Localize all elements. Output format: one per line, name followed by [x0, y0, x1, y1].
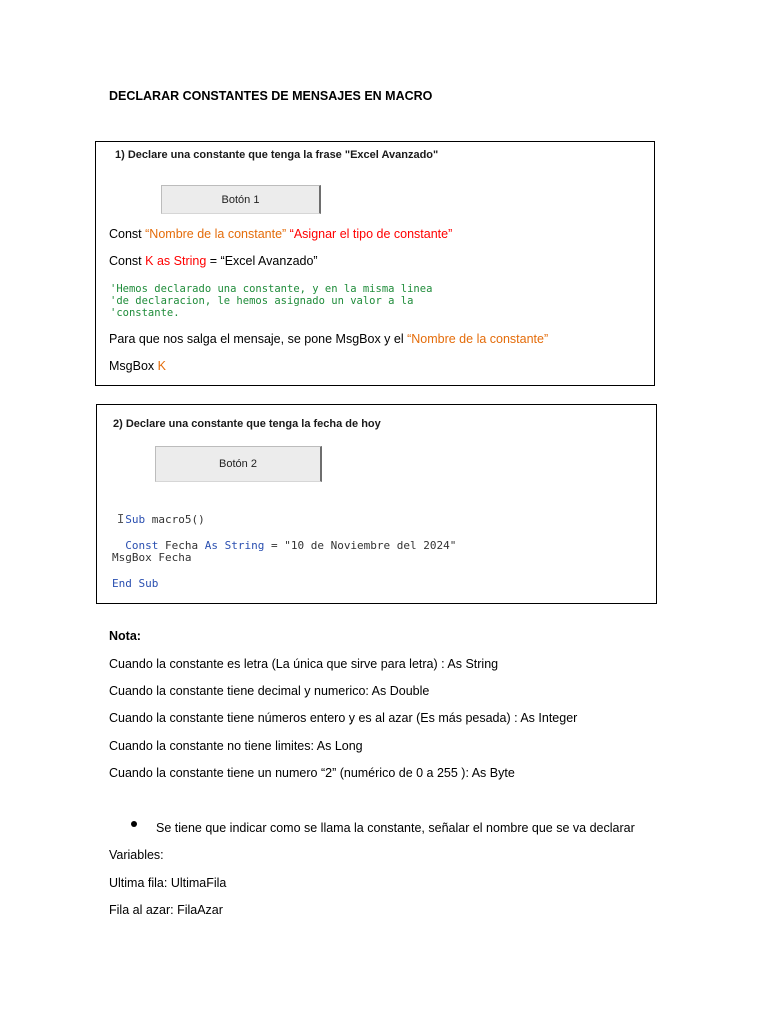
nota-line: Cuando la constante tiene un numero “2” (numérico de 0 a 255 ): As Byte	[109, 766, 515, 780]
box1-heading: 1) Declare una constante que tenga la frase "Excel Avanzado"	[115, 149, 439, 161]
const-name: Fecha	[158, 539, 205, 552]
constant-type-placeholder: “Asignar el tipo de constante”	[289, 227, 453, 241]
msgbox-line	[109, 358, 166, 374]
boton-2-label: Botón 2	[219, 458, 257, 470]
as-string-keyword: As String	[204, 539, 265, 552]
variables-line: Fila al azar: FilaAzar	[109, 903, 223, 917]
constant-k: K	[145, 254, 154, 268]
nota-label: Nota:	[109, 629, 141, 643]
nota-line: Cuando la constante tiene decimal y numerico: As Double	[109, 684, 430, 698]
as-string-type: as String	[153, 254, 207, 268]
code-end-sub-line: End Sub	[112, 577, 159, 590]
const-keyword: Const	[125, 539, 159, 552]
const-value: = "10 de Noviembre del 2024"	[264, 539, 457, 552]
boton-2-button[interactable]	[155, 446, 322, 482]
const-syntax-line	[109, 226, 452, 242]
bullet-text: Se tiene que indicar como se llama la constante, señalar el nombre que se va declarar	[156, 821, 635, 835]
code-const-line	[112, 526, 456, 552]
constant-name-placeholder: “Nombre de la constante”	[407, 332, 549, 346]
sub-name: macro5()	[145, 513, 205, 526]
variables-line: Ultima fila: UltimaFila	[109, 876, 227, 890]
msgbox-explanation	[109, 331, 548, 347]
code-msgbox-line: MsgBox Fecha	[112, 551, 192, 564]
code-comment-line-3: 'constante.	[110, 307, 180, 319]
bullet-icon	[131, 821, 137, 827]
msgbox-text: Para que nos salga el mensaje, se pone MsgBox y el	[109, 332, 408, 346]
code-comment-line-2: 'de declaracion, le hemos asignado un valor a la	[110, 295, 414, 307]
constant-name-placeholder: “Nombre de la constante”	[145, 227, 287, 241]
nota-line: Cuando la constante es letra (La única que sirve para letra) : As String	[109, 657, 499, 671]
boton-1-label: Botón 1	[221, 193, 260, 206]
sub-keyword: Sub	[125, 513, 146, 526]
boton-1-button[interactable]	[161, 185, 321, 214]
code-sub-line	[112, 500, 205, 526]
nota-line: Cuando la constante tiene números entero y es al azar (Es más pesada) : As Integer	[109, 711, 578, 725]
const-example-line	[109, 253, 318, 269]
code-comment-line-1: 'Hemos declarado una constante, y en la misma linea	[110, 283, 433, 295]
document-title: DECLARAR CONSTANTES DE MENSAJES EN MACRO	[109, 89, 433, 103]
text-cursor-icon: I	[117, 512, 125, 526]
constant-k: K	[157, 359, 166, 373]
const-keyword: Const	[109, 254, 146, 268]
variables-label: Variables:	[109, 848, 164, 862]
msgbox-keyword: MsgBox	[109, 359, 158, 373]
const-value: = “Excel Avanzado”	[206, 254, 318, 268]
box2-heading: 2) Declare una constante que tenga la fecha de hoy	[113, 418, 381, 430]
const-keyword: Const	[109, 227, 146, 241]
nota-line: Cuando la constante no tiene limites: As Long	[109, 739, 363, 753]
